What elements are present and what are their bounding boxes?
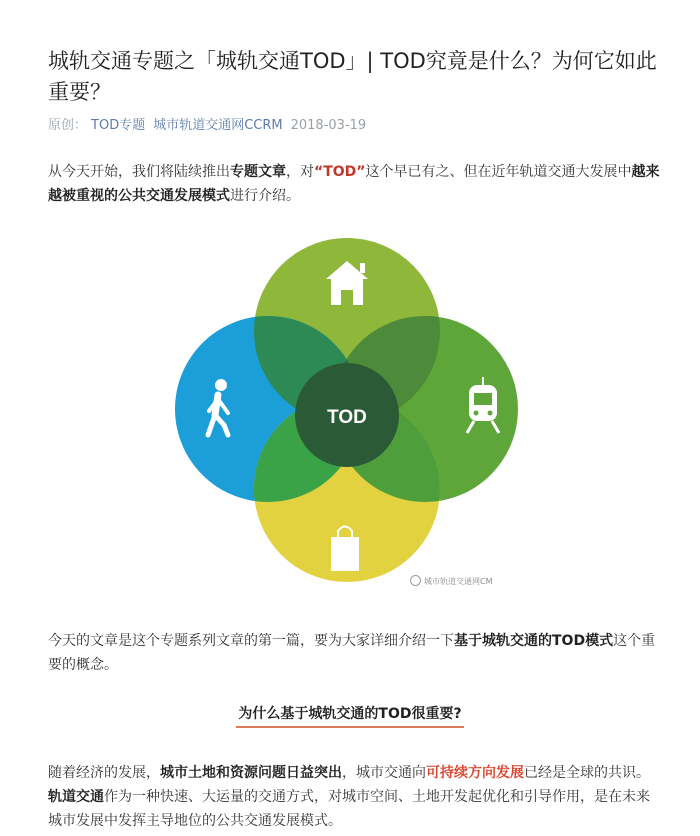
intro-text: 这个早已有之、但在近年轨道交通大发展中 [365, 164, 632, 180]
publish-date: 2018-03-19 [290, 118, 367, 133]
center-label: TOD [327, 407, 367, 428]
watermark-text: 城市轨道交通网CM [424, 577, 493, 586]
intro-text: ，对 [286, 164, 314, 180]
para2-text: 这个重要的概念。 [48, 633, 656, 673]
para3-text: ，城市交通向 [342, 765, 426, 781]
para3-text: 随着经济的发展， [48, 765, 160, 781]
para2-bold: 基于城轨交通的TOD模式 [454, 633, 614, 649]
article-meta [48, 117, 366, 135]
article-title: 城轨交通专题之「城轨交通TOD」| TOD究竟是什么？为何它如此重要？ [48, 49, 657, 104]
subheading-text: 为什么基于城轨交通的TOD很重要? [236, 704, 463, 728]
venn-diagram [162, 235, 532, 610]
source-account-link[interactable]: 城市轨道交通网CCRM [153, 118, 283, 133]
intro-text: 进行介绍。 [230, 188, 300, 204]
para3-highlight: 可持续方向发展 [426, 765, 524, 781]
wechat-icon [410, 575, 421, 586]
para3-text: 作为一种快速、大运量的交通方式，对城市空间、土地开发起优化和引导作用，是在未来城市发展中发挥主导地位的公共交通发展模式。 [48, 789, 650, 829]
second-paragraph [48, 629, 660, 677]
watermark [410, 575, 493, 587]
intro-bold: 专题文章 [230, 164, 286, 180]
para3-text: 已经是全球的共识。 [524, 765, 650, 781]
para3-bold: 轨道交通 [48, 789, 104, 805]
original-label: 原创： [48, 118, 88, 133]
intro-paragraph [48, 160, 660, 208]
third-paragraph [48, 761, 660, 833]
topic-tag-link[interactable]: TOD专题 [91, 118, 146, 133]
para3-bold: 城市土地和资源问题日益突出 [160, 765, 342, 781]
tod-venn-figure [162, 235, 532, 610]
section-subheading [0, 703, 700, 728]
para2-text: 今天的文章是这个专题系列文章的第一篇，要为大家详细介绍一下 [48, 633, 454, 649]
intro-text: 从今天开始，我们将陆续推出 [48, 164, 230, 180]
intro-quote-tod: “TOD” [314, 164, 366, 180]
intro-bold: 越来越被重视的公共交通发展模式 [48, 164, 660, 204]
